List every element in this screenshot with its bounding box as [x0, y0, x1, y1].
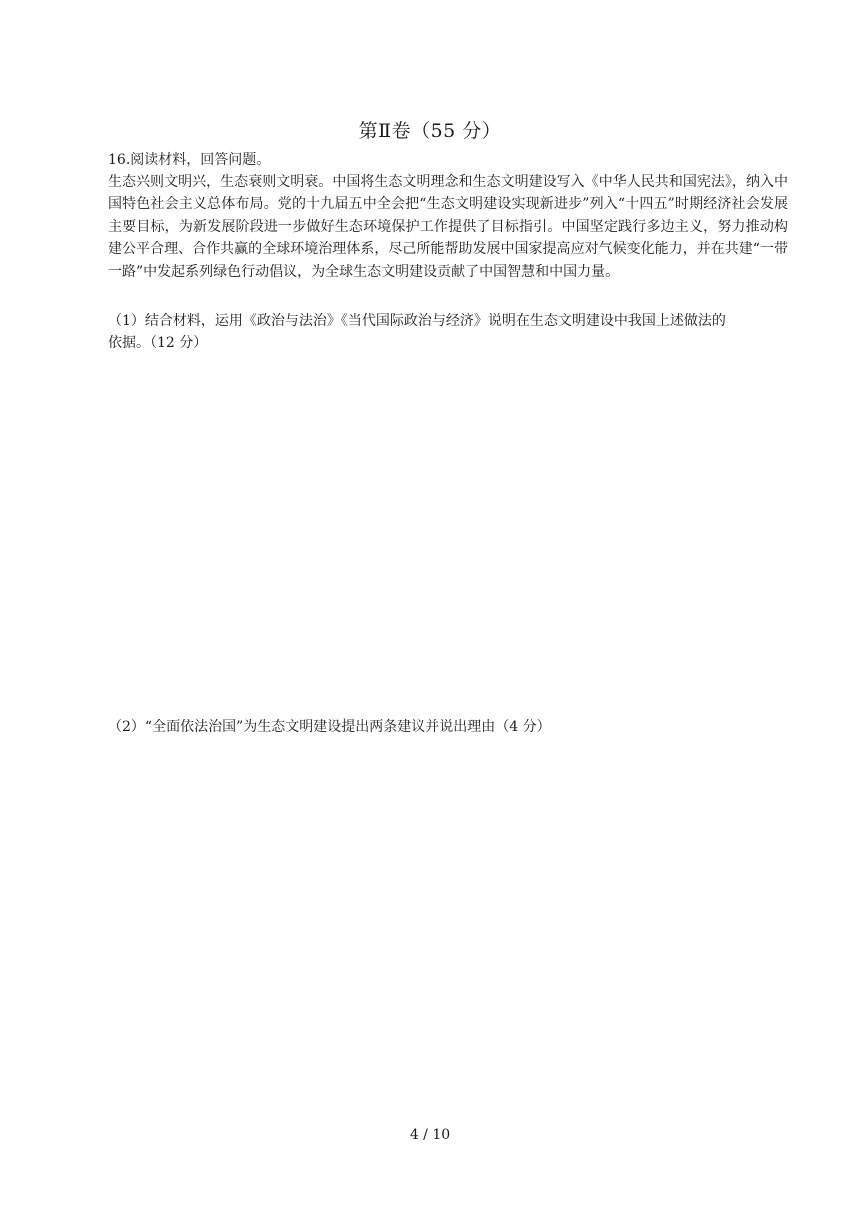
- sub-question-1-line-2: 依据。（12 分）: [108, 335, 208, 352]
- sub-question-1: [108, 310, 788, 355]
- question-material: 生态兴则文明兴，生态衰则文明衰。中国将生态文明理念和生态文明建设写入《中华人民共和国宪法》，纳入中国特色社会主义总体布局。党的十九届五中全会把“生态文明建设实现新进步”列入“十四五”时期经济社会发展主要目标，为新发展阶段进一步做好生态环境保护工作提供了目标指引。中国坚定践行多边主义，努力推动构建公平合理、合作共赢的全球环境治理体系，尽己所能帮助发展中国家提高应对气候变化能力，并在共建“一带一路”中发起系列绿色行动倡议，为全球生态文明建设贡献了中国智慧和中国力量。: [108, 174, 788, 280]
- sub-question-1-line-1: （1）结合材料，运用《政治与法治》《当代国际政治与经济》说明在生态文明建设中我国上述做法的: [108, 313, 726, 329]
- page-number: 4 / 10: [409, 1127, 451, 1143]
- sub-question-2: （2）“全面依法治国”为生态文明建设提出两条建议并说出理由（4 分）: [108, 719, 551, 735]
- section-title: 第Ⅱ卷（55 分）: [358, 120, 502, 142]
- question-number-line: 16.阅读材料，回答问题。: [108, 152, 271, 168]
